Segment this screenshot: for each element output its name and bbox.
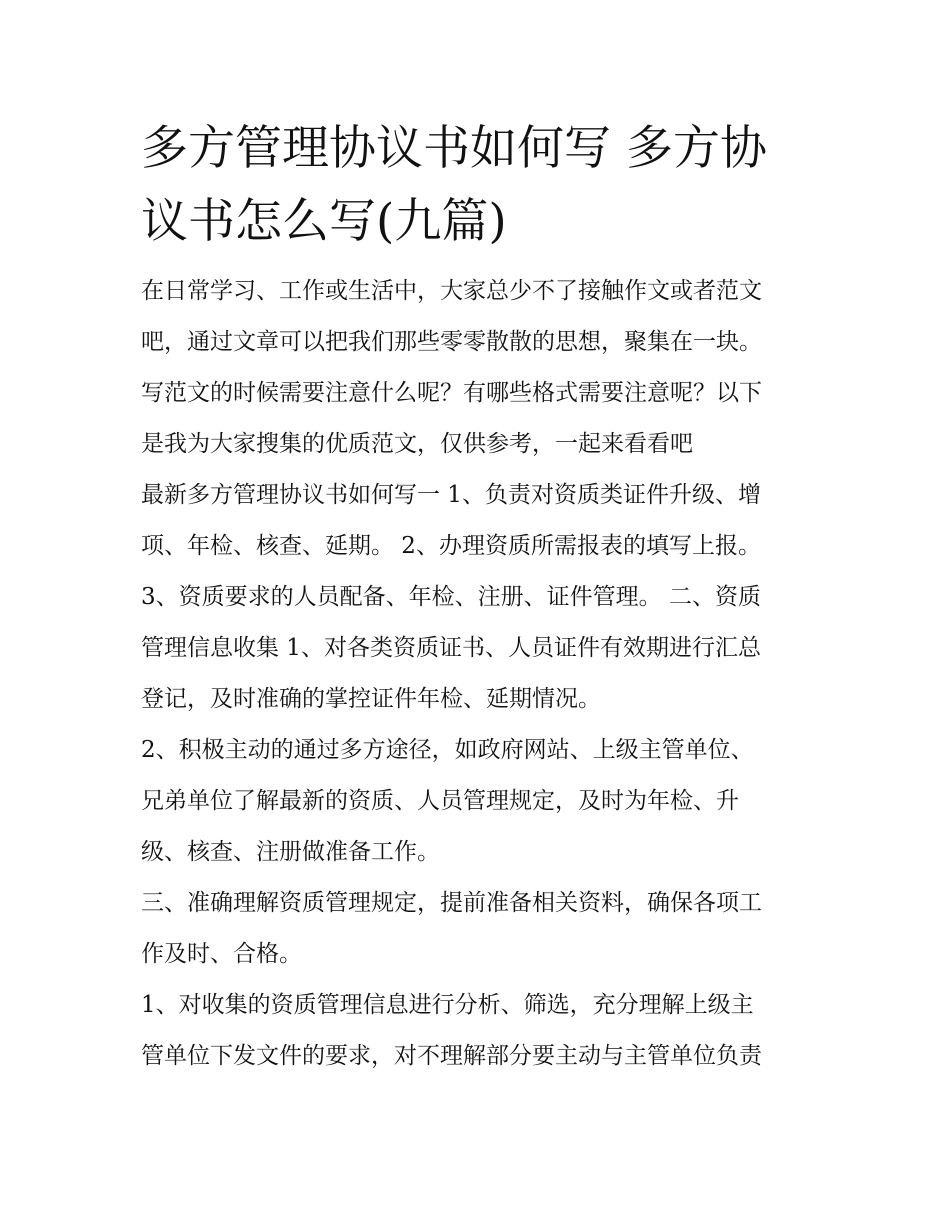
item-one-paragraph <box>141 980 817 1082</box>
text-line: 3、资质要求的人员配备、年检、注册、证件管理。 二、资质 <box>141 584 761 610</box>
text-line: 三、准确理解资质管理规定，提前准备相关资料，确保各项工 <box>141 890 762 916</box>
text-line: 管理信息收集 1、对各类资质证书、人员证件有效期进行汇总 <box>141 635 761 661</box>
title-line: 议书怎么写(九篇) <box>141 194 507 249</box>
document-body <box>141 266 817 1082</box>
item-two-paragraph <box>141 725 817 878</box>
section-one-paragraph <box>141 470 817 725</box>
text-line: 最新多方管理协议书如何写一 1、负责对资质类证件升级、增 <box>141 482 761 508</box>
text-line: 级、核查、注册做准备工作。 <box>141 839 440 865</box>
text-line: 吧，通过文章可以把我们那些零零散散的思想，聚集在一块。 <box>141 329 762 355</box>
section-three-paragraph <box>141 878 817 980</box>
text-line: 是我为大家搜集的优质范文，仅供参考，一起来看看吧 <box>141 431 693 457</box>
text-line: 2、积极主动的通过多方途径，如政府网站、上级主管单位、 <box>141 737 754 763</box>
text-line: 作及时、合格。 <box>141 941 302 967</box>
text-line: 登记，及时准确的掌控证件年检、延期情况。 <box>141 686 601 712</box>
text-line: 管单位下发文件的要求，对不理解部分要主动与主管单位负责 <box>141 1043 762 1069</box>
text-line: 项、年检、核查、延期。 2、办理资质所需报表的填写上报。 <box>141 533 761 559</box>
text-line: 写范文的时候需要注意什么呢？有哪些格式需要注意呢？以下 <box>141 380 762 406</box>
text-line: 在日常学习、工作或生活中，大家总少不了接触作文或者范文 <box>141 278 762 304</box>
title-line: 多方管理协议书如何写 多方协 <box>141 121 767 176</box>
intro-paragraph <box>141 266 817 470</box>
text-line: 兄弟单位了解最新的资质、人员管理规定，及时为年检、升 <box>141 788 739 814</box>
document-content <box>141 112 817 1082</box>
text-line: 1、对收集的资质管理信息进行分析、筛选，充分理解上级主 <box>141 992 754 1018</box>
document-title <box>141 112 817 258</box>
